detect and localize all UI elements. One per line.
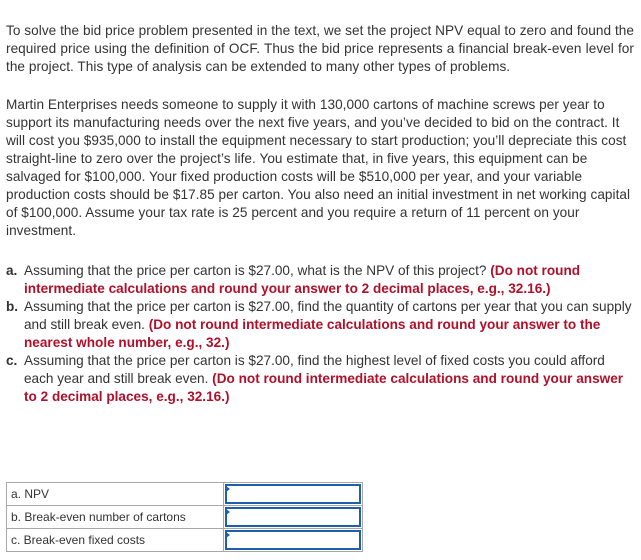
- question-b: [6, 298, 634, 352]
- question-instruction: (Do not round intermediate calculations and round your answer to the nearest whole number, e.g., 32.): [24, 317, 601, 350]
- answer-cell: [224, 506, 363, 529]
- answer-row-breakeven-cartons: [7, 506, 363, 529]
- answer-label: c. Break-even fixed costs: [7, 529, 224, 552]
- answer-label: b. Break-even number of cartons: [7, 506, 224, 529]
- question-letter: c.: [6, 353, 18, 368]
- question-a: [6, 262, 634, 298]
- question-instruction: (Do not round intermediate calculations and round your answer to 2 decimal places, e.g., 32.16.): [24, 371, 624, 404]
- question-instruction: (Do not round intermediate calculations and round your answer to 2 decimal places, e.g., 32.16.): [24, 263, 581, 296]
- question-text: Assuming that the price per carton is $27.00, what is the NPV of this project?: [24, 263, 487, 278]
- answer-table: [6, 482, 363, 552]
- question-letter: b.: [6, 299, 19, 314]
- answer-cell: [224, 483, 363, 506]
- answer-row-breakeven-fixed-costs: [7, 529, 363, 552]
- question-text: Assuming that the price per carton is $27.00, find the highest level of fixed costs you could afford each year and still break even.: [24, 353, 605, 386]
- breakeven-fixed-costs-input[interactable]: [225, 530, 361, 550]
- question-c: [6, 352, 634, 406]
- intro-paragraph: To solve the bid price problem presented in the text, we set the project NPV equal to zero and found the required price using the definition of OCF. Thus the bid price represents a financial break-even level for the project. This type of analysis can be extended to many other types of problems.: [6, 23, 634, 74]
- question-list: [6, 262, 634, 406]
- answer-cell: [224, 529, 363, 552]
- answer-label: a. NPV: [7, 483, 224, 506]
- breakeven-cartons-input[interactable]: [225, 507, 361, 527]
- problem-paragraph: Martin Enterprises needs someone to supply it with 130,000 cartons of machine screws per year to support its manufacturing needs over the next five years, and you’ve decided to bid on the contract. It will cost you $935,000 to install the equipment necessary to start production; you’ll depreciate this cost straight-line to zero over the project’s life. You estimate that, in five years, this equipment can be salvaged for $100,000. Your fixed production costs will be $510,000 per year, and your variable production costs should be $17.85 per carton. You also need an initial investment in net working capital of $100,000. Assume your tax rate is 25 percent and you require a return of 11 percent on your investment.: [6, 97, 631, 238]
- npv-input[interactable]: [225, 484, 361, 504]
- question-text: Assuming that the price per carton is $27.00, find the quantity of cartons per year that you can supply and still break even.: [24, 299, 632, 332]
- question-content: [6, 22, 634, 406]
- question-letter: a.: [6, 263, 18, 278]
- answer-row-npv: [7, 483, 363, 506]
